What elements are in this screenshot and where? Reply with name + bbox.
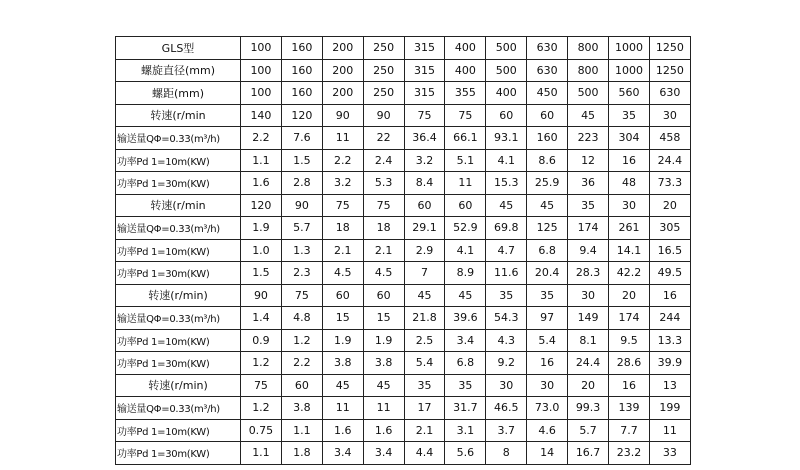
table-cell: 14.1 bbox=[609, 239, 650, 262]
table-cell: 261 bbox=[609, 217, 650, 240]
table-cell: 75 bbox=[281, 284, 322, 307]
table-cell: 1000 bbox=[609, 59, 650, 82]
table-cell: 90 bbox=[363, 104, 404, 127]
spec-table bbox=[115, 36, 691, 465]
table-cell: 9.2 bbox=[486, 352, 527, 375]
table-cell: 36 bbox=[568, 172, 609, 195]
table-cell: 73.3 bbox=[649, 172, 690, 195]
table-cell: 9.4 bbox=[568, 239, 609, 262]
table-row bbox=[116, 217, 691, 240]
row-label: 转速(r/min) bbox=[116, 374, 241, 397]
table-cell: 17 bbox=[404, 397, 445, 420]
table-row bbox=[116, 374, 691, 397]
table-cell: 28.3 bbox=[568, 262, 609, 285]
table-cell: 42.2 bbox=[609, 262, 650, 285]
table-cell: 3.7 bbox=[486, 419, 527, 442]
table-cell: 8 bbox=[486, 442, 527, 465]
table-cell: 1.9 bbox=[363, 329, 404, 352]
table-cell: 1.0 bbox=[241, 239, 282, 262]
table-row bbox=[116, 307, 691, 330]
table-cell: 1250 bbox=[649, 37, 690, 60]
table-cell: 1.2 bbox=[281, 329, 322, 352]
table-cell: 8.1 bbox=[568, 329, 609, 352]
table-cell: 24.4 bbox=[649, 149, 690, 172]
table-cell: 5.4 bbox=[404, 352, 445, 375]
row-label: 转速(r/min bbox=[116, 104, 241, 127]
table-cell: 30 bbox=[609, 194, 650, 217]
table-cell: 1.6 bbox=[241, 172, 282, 195]
table-cell: 2.9 bbox=[404, 239, 445, 262]
table-cell: 73.0 bbox=[527, 397, 568, 420]
table-cell: 90 bbox=[322, 104, 363, 127]
row-label: GLS型 bbox=[116, 37, 241, 60]
table-cell: 8.6 bbox=[527, 149, 568, 172]
table-cell: 20 bbox=[609, 284, 650, 307]
table-cell: 4.8 bbox=[281, 307, 322, 330]
table-cell: 16 bbox=[609, 374, 650, 397]
table-row bbox=[116, 194, 691, 217]
table-cell: 4.7 bbox=[486, 239, 527, 262]
table-cell: 7.7 bbox=[609, 419, 650, 442]
table-cell: 15 bbox=[322, 307, 363, 330]
table-cell: 1.9 bbox=[241, 217, 282, 240]
table-cell: 16.7 bbox=[568, 442, 609, 465]
table-cell: 35 bbox=[445, 374, 486, 397]
table-cell: 4.1 bbox=[445, 239, 486, 262]
row-label: 功率Pd 1=30m(KW) bbox=[116, 172, 241, 195]
table-cell: 1250 bbox=[649, 59, 690, 82]
table-row bbox=[116, 262, 691, 285]
table-cell: 250 bbox=[363, 37, 404, 60]
table-cell: 174 bbox=[609, 307, 650, 330]
table-cell: 1.1 bbox=[241, 442, 282, 465]
table-cell: 630 bbox=[527, 59, 568, 82]
row-label: 输送量QΦ=0.33(m³/h) bbox=[116, 217, 241, 240]
table-cell: 6.8 bbox=[527, 239, 568, 262]
table-cell: 0.9 bbox=[241, 329, 282, 352]
table-cell: 5.7 bbox=[281, 217, 322, 240]
table-cell: 2.1 bbox=[404, 419, 445, 442]
table-cell: 45 bbox=[404, 284, 445, 307]
row-label: 功率Pd 1=10m(KW) bbox=[116, 329, 241, 352]
table-cell: 450 bbox=[527, 82, 568, 105]
table-cell: 1.6 bbox=[322, 419, 363, 442]
table-cell: 75 bbox=[404, 104, 445, 127]
table-cell: 244 bbox=[649, 307, 690, 330]
table-cell: 3.4 bbox=[322, 442, 363, 465]
table-cell: 630 bbox=[649, 82, 690, 105]
table-cell: 16 bbox=[649, 284, 690, 307]
table-cell: 54.3 bbox=[486, 307, 527, 330]
table-cell: 60 bbox=[527, 104, 568, 127]
table-cell: 3.1 bbox=[445, 419, 486, 442]
table-cell: 500 bbox=[568, 82, 609, 105]
table-cell: 500 bbox=[486, 59, 527, 82]
table-cell: 16.5 bbox=[649, 239, 690, 262]
table-cell: 5.4 bbox=[527, 329, 568, 352]
table-cell: 4.4 bbox=[404, 442, 445, 465]
table-cell: 2.3 bbox=[281, 262, 322, 285]
table-cell: 199 bbox=[649, 397, 690, 420]
table-cell: 99.3 bbox=[568, 397, 609, 420]
table-row bbox=[116, 127, 691, 150]
table-row bbox=[116, 82, 691, 105]
table-row bbox=[116, 397, 691, 420]
table-cell: 100 bbox=[241, 59, 282, 82]
table-cell: 3.4 bbox=[445, 329, 486, 352]
table-cell: 69.8 bbox=[486, 217, 527, 240]
table-cell: 30 bbox=[486, 374, 527, 397]
table-cell: 60 bbox=[445, 194, 486, 217]
table-cell: 2.1 bbox=[322, 239, 363, 262]
row-label: 功率Pd 1=30m(KW) bbox=[116, 442, 241, 465]
table-cell: 315 bbox=[404, 59, 445, 82]
table-row bbox=[116, 149, 691, 172]
table-cell: 1.1 bbox=[241, 149, 282, 172]
table-cell: 0.75 bbox=[241, 419, 282, 442]
table-cell: 60 bbox=[281, 374, 322, 397]
table-cell: 11 bbox=[363, 397, 404, 420]
row-label: 输送量QΦ=0.33(m³/h) bbox=[116, 307, 241, 330]
table-cell: 13 bbox=[649, 374, 690, 397]
table-cell: 1.2 bbox=[241, 352, 282, 375]
table-cell: 45 bbox=[363, 374, 404, 397]
table-cell: 35 bbox=[404, 374, 445, 397]
table-cell: 304 bbox=[609, 127, 650, 150]
table-cell: 2.5 bbox=[404, 329, 445, 352]
table-cell: 39.9 bbox=[649, 352, 690, 375]
table-cell: 139 bbox=[609, 397, 650, 420]
table-cell: 25.9 bbox=[527, 172, 568, 195]
table-cell: 458 bbox=[649, 127, 690, 150]
table-cell: 800 bbox=[568, 59, 609, 82]
row-label: 输送量QΦ=0.33(m³/h) bbox=[116, 397, 241, 420]
row-label: 转速(r/min bbox=[116, 194, 241, 217]
table-cell: 1.5 bbox=[281, 149, 322, 172]
table-cell: 149 bbox=[568, 307, 609, 330]
table-cell: 11 bbox=[322, 127, 363, 150]
table-cell: 1.8 bbox=[281, 442, 322, 465]
table-cell: 20.4 bbox=[527, 262, 568, 285]
table-cell: 223 bbox=[568, 127, 609, 150]
table-cell: 46.5 bbox=[486, 397, 527, 420]
table-cell: 18 bbox=[363, 217, 404, 240]
table-cell: 315 bbox=[404, 82, 445, 105]
table-row bbox=[116, 172, 691, 195]
table-cell: 20 bbox=[649, 194, 690, 217]
table-cell: 60 bbox=[486, 104, 527, 127]
row-label: 输送量QΦ=0.33(m³/h) bbox=[116, 127, 241, 150]
table-cell: 8.9 bbox=[445, 262, 486, 285]
row-label: 螺距(mm) bbox=[116, 82, 241, 105]
table-cell: 4.5 bbox=[363, 262, 404, 285]
table-cell: 100 bbox=[241, 37, 282, 60]
table-cell: 1000 bbox=[609, 37, 650, 60]
table-row bbox=[116, 329, 691, 352]
table-cell: 22 bbox=[363, 127, 404, 150]
table-row bbox=[116, 59, 691, 82]
table-cell: 5.1 bbox=[445, 149, 486, 172]
table-cell: 93.1 bbox=[486, 127, 527, 150]
table-cell: 60 bbox=[404, 194, 445, 217]
table-cell: 1.6 bbox=[363, 419, 404, 442]
table-cell: 14 bbox=[527, 442, 568, 465]
table-cell: 160 bbox=[281, 82, 322, 105]
table-cell: 250 bbox=[363, 82, 404, 105]
table-cell: 1.5 bbox=[241, 262, 282, 285]
table-cell: 3.8 bbox=[322, 352, 363, 375]
table-cell: 49.5 bbox=[649, 262, 690, 285]
table-row bbox=[116, 419, 691, 442]
table-cell: 5.6 bbox=[445, 442, 486, 465]
table-cell: 160 bbox=[281, 59, 322, 82]
table-cell: 24.4 bbox=[568, 352, 609, 375]
table-cell: 4.3 bbox=[486, 329, 527, 352]
table-cell: 2.1 bbox=[363, 239, 404, 262]
table-cell: 20 bbox=[568, 374, 609, 397]
table-cell: 1.1 bbox=[281, 419, 322, 442]
table-cell: 11 bbox=[322, 397, 363, 420]
table-cell: 29.1 bbox=[404, 217, 445, 240]
table-cell: 200 bbox=[322, 82, 363, 105]
table-cell: 39.6 bbox=[445, 307, 486, 330]
table-cell: 174 bbox=[568, 217, 609, 240]
table-cell: 4.1 bbox=[486, 149, 527, 172]
table-cell: 160 bbox=[527, 127, 568, 150]
table-row bbox=[116, 284, 691, 307]
table-row bbox=[116, 104, 691, 127]
table-cell: 2.2 bbox=[322, 149, 363, 172]
table-cell: 5.3 bbox=[363, 172, 404, 195]
table-cell: 160 bbox=[281, 37, 322, 60]
table-cell: 52.9 bbox=[445, 217, 486, 240]
table-cell: 140 bbox=[241, 104, 282, 127]
table-cell: 120 bbox=[241, 194, 282, 217]
table-cell: 560 bbox=[609, 82, 650, 105]
table-cell: 28.6 bbox=[609, 352, 650, 375]
table-cell: 16 bbox=[609, 149, 650, 172]
table-cell: 21.8 bbox=[404, 307, 445, 330]
table-cell: 3.4 bbox=[363, 442, 404, 465]
table-cell: 200 bbox=[322, 59, 363, 82]
table-cell: 400 bbox=[445, 37, 486, 60]
table-cell: 7.6 bbox=[281, 127, 322, 150]
table-cell: 75 bbox=[445, 104, 486, 127]
row-label: 功率Pd 1=10m(KW) bbox=[116, 419, 241, 442]
table-cell: 16 bbox=[527, 352, 568, 375]
table-cell: 7 bbox=[404, 262, 445, 285]
table-cell: 2.2 bbox=[281, 352, 322, 375]
table-cell: 3.2 bbox=[404, 149, 445, 172]
table-cell: 36.4 bbox=[404, 127, 445, 150]
table-cell: 13.3 bbox=[649, 329, 690, 352]
table-cell: 630 bbox=[527, 37, 568, 60]
row-label: 功率Pd 1=30m(KW) bbox=[116, 262, 241, 285]
table-cell: 45 bbox=[527, 194, 568, 217]
row-label: 功率Pd 1=30m(KW) bbox=[116, 352, 241, 375]
table-cell: 18 bbox=[322, 217, 363, 240]
table-cell: 250 bbox=[363, 59, 404, 82]
table-cell: 15 bbox=[363, 307, 404, 330]
table-cell: 400 bbox=[445, 59, 486, 82]
table-cell: 45 bbox=[568, 104, 609, 127]
table-cell: 31.7 bbox=[445, 397, 486, 420]
table-cell: 315 bbox=[404, 37, 445, 60]
table-cell: 33 bbox=[649, 442, 690, 465]
table-cell: 3.8 bbox=[363, 352, 404, 375]
row-label: 功率Pd 1=10m(KW) bbox=[116, 149, 241, 172]
table-cell: 3.2 bbox=[322, 172, 363, 195]
table-cell: 30 bbox=[649, 104, 690, 127]
row-label: 螺旋直径(mm) bbox=[116, 59, 241, 82]
table-cell: 1.4 bbox=[241, 307, 282, 330]
table-cell: 9.5 bbox=[609, 329, 650, 352]
table-cell: 200 bbox=[322, 37, 363, 60]
table-cell: 35 bbox=[609, 104, 650, 127]
table-cell: 60 bbox=[322, 284, 363, 307]
table-cell: 120 bbox=[281, 104, 322, 127]
table-cell: 90 bbox=[241, 284, 282, 307]
table-cell: 45 bbox=[322, 374, 363, 397]
table-cell: 12 bbox=[568, 149, 609, 172]
table-row bbox=[116, 37, 691, 60]
table-cell: 30 bbox=[568, 284, 609, 307]
table-cell: 800 bbox=[568, 37, 609, 60]
table-row bbox=[116, 352, 691, 375]
table-cell: 90 bbox=[281, 194, 322, 217]
table-cell: 2.8 bbox=[281, 172, 322, 195]
table-cell: 15.3 bbox=[486, 172, 527, 195]
table-cell: 35 bbox=[568, 194, 609, 217]
table-cell: 23.2 bbox=[609, 442, 650, 465]
table-cell: 60 bbox=[363, 284, 404, 307]
table-cell: 66.1 bbox=[445, 127, 486, 150]
table-cell: 2.2 bbox=[241, 127, 282, 150]
table-cell: 11 bbox=[445, 172, 486, 195]
table-cell: 305 bbox=[649, 217, 690, 240]
table-cell: 11 bbox=[649, 419, 690, 442]
table-cell: 97 bbox=[527, 307, 568, 330]
table-cell: 125 bbox=[527, 217, 568, 240]
table-cell: 11.6 bbox=[486, 262, 527, 285]
table-cell: 500 bbox=[486, 37, 527, 60]
table-cell: 75 bbox=[322, 194, 363, 217]
table-cell: 1.3 bbox=[281, 239, 322, 262]
table-cell: 75 bbox=[241, 374, 282, 397]
table-cell: 100 bbox=[241, 82, 282, 105]
row-label: 转速(r/min) bbox=[116, 284, 241, 307]
table-row bbox=[116, 442, 691, 465]
table-cell: 4.5 bbox=[322, 262, 363, 285]
table-cell: 6.8 bbox=[445, 352, 486, 375]
table-cell: 3.8 bbox=[281, 397, 322, 420]
table-cell: 400 bbox=[486, 82, 527, 105]
table-cell: 45 bbox=[445, 284, 486, 307]
table-cell: 2.4 bbox=[363, 149, 404, 172]
table-cell: 48 bbox=[609, 172, 650, 195]
table-cell: 4.6 bbox=[527, 419, 568, 442]
table-cell: 1.9 bbox=[322, 329, 363, 352]
table-cell: 1.2 bbox=[241, 397, 282, 420]
table-cell: 45 bbox=[486, 194, 527, 217]
table-cell: 5.7 bbox=[568, 419, 609, 442]
table-body bbox=[116, 37, 691, 465]
table-cell: 8.4 bbox=[404, 172, 445, 195]
table-cell: 75 bbox=[363, 194, 404, 217]
table-cell: 355 bbox=[445, 82, 486, 105]
table-cell: 35 bbox=[527, 284, 568, 307]
row-label: 功率Pd 1=10m(KW) bbox=[116, 239, 241, 262]
table-cell: 35 bbox=[486, 284, 527, 307]
table-cell: 30 bbox=[527, 374, 568, 397]
table-row bbox=[116, 239, 691, 262]
